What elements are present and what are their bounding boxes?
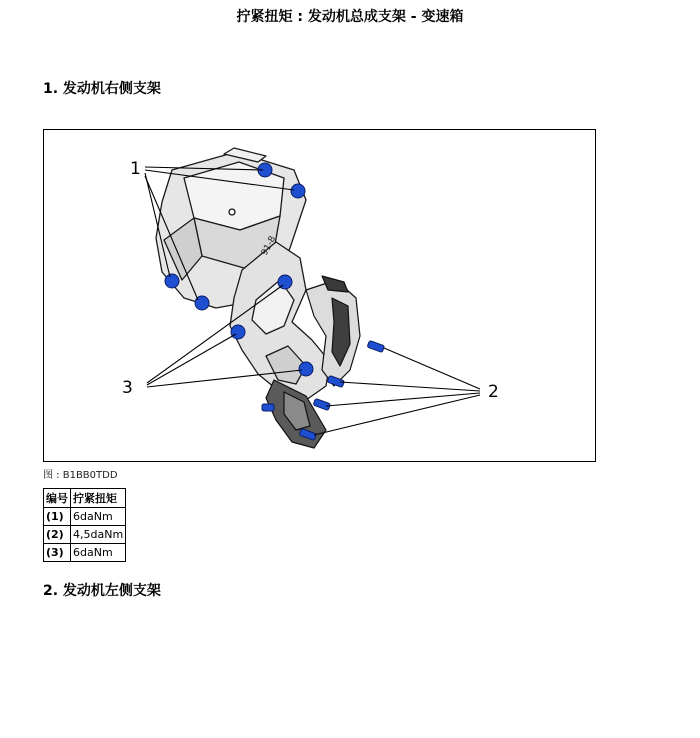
stud-2-c	[313, 398, 330, 410]
table-row	[44, 544, 126, 562]
row-id: (2)	[44, 526, 71, 544]
torque-table	[43, 488, 126, 562]
callout-2: 2	[488, 382, 499, 402]
row-id: (1)	[44, 508, 71, 526]
figure-caption: 图 : B1BB0TDD	[43, 470, 118, 481]
callout-3: 3	[122, 378, 133, 398]
bolt-3-b	[231, 325, 245, 339]
stud-2-a	[367, 340, 384, 352]
section-heading-right-mount: 1. 发动机右侧支架	[43, 81, 161, 97]
row-id: (3)	[44, 544, 71, 562]
page-title: 拧紧扭矩 : 发动机总成支架 - 变速箱	[236, 9, 464, 25]
bolt-1-c	[165, 274, 179, 288]
header-id: 编号	[44, 489, 71, 508]
header-torque: 拧紧扭矩	[71, 489, 126, 508]
mount-illustration	[44, 130, 595, 461]
section-heading-left-mount: 2. 发动机左侧支架	[43, 583, 161, 599]
torque-table-header	[44, 489, 126, 508]
engine-mount-figure	[43, 129, 596, 462]
table-row	[44, 508, 126, 526]
row-torque: 6daNm	[71, 544, 126, 562]
table-row	[44, 526, 126, 544]
stud-2-e	[262, 404, 274, 411]
row-torque: 6daNm	[71, 508, 126, 526]
part-marking: 91-8	[259, 234, 279, 258]
row-torque: 4,5daNm	[71, 526, 126, 544]
bolt-3-c	[299, 362, 313, 376]
callout-1: 1	[130, 159, 141, 179]
bolt-1-b	[291, 184, 305, 198]
